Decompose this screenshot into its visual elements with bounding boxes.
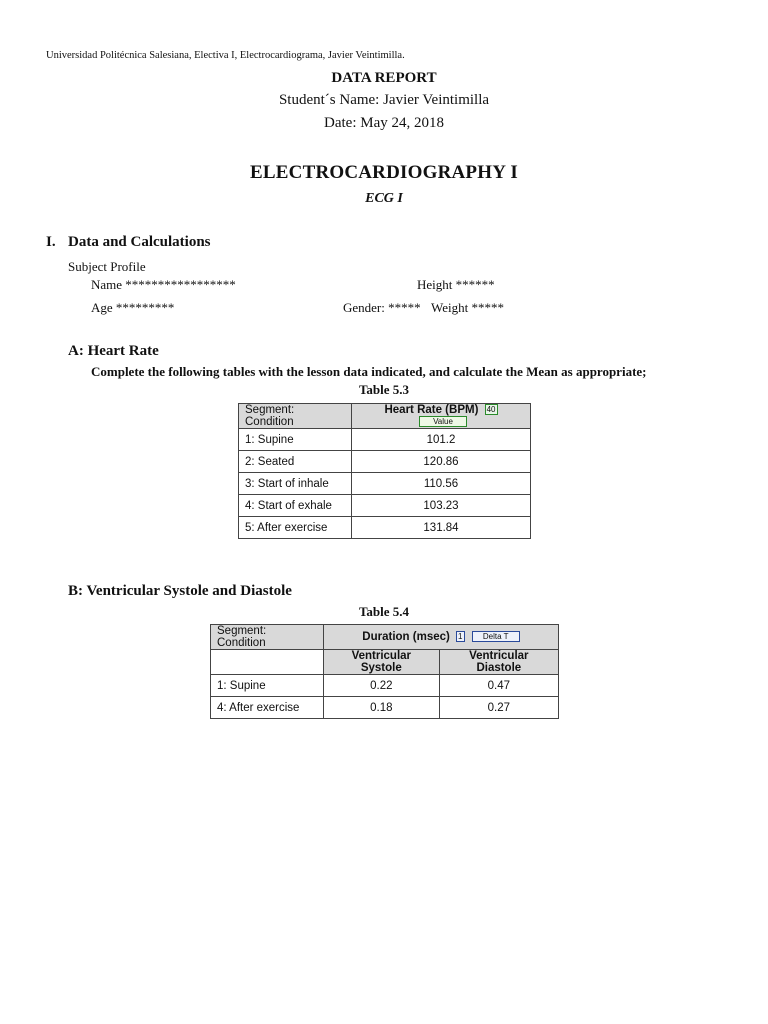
table-header-heart-rate — [352, 404, 531, 429]
row-label: 2: Seated — [239, 451, 352, 473]
report-date: Date: May 24, 2018 — [324, 115, 444, 131]
row-diastole: 0.27 — [439, 697, 558, 719]
report-title: DATA REPORT — [331, 70, 437, 86]
row-label: 4: Start of exhale — [239, 495, 352, 517]
table-row — [239, 473, 531, 495]
row-label: 5: After exercise — [239, 517, 352, 539]
row-value: 131.84 — [352, 517, 531, 539]
section-a-heading: A: Heart Rate — [68, 343, 159, 359]
row-label: 3: Start of inhale — [239, 473, 352, 495]
main-title: ELECTROCARDIOGRAPHY I — [250, 162, 518, 183]
channel-box[interactable]: 1 — [458, 632, 463, 642]
row-value: 103.23 — [352, 495, 531, 517]
row-value: 110.56 — [352, 473, 531, 495]
row-systole: 0.18 — [324, 697, 440, 719]
section-number: I. — [46, 234, 56, 250]
row-label: 1: Supine — [211, 675, 324, 697]
channel-box[interactable]: 40 — [486, 405, 496, 415]
table-row — [239, 451, 531, 473]
table-header-segment: Segment: Condition — [211, 625, 324, 650]
row-diastole: 0.47 — [439, 675, 558, 697]
row-value: 120.86 — [352, 451, 531, 473]
subject-height: Height ****** — [417, 277, 495, 292]
table-header-diastole: Ventricular Diastole — [439, 650, 558, 675]
subject-name: Name ***************** — [91, 277, 236, 292]
duration-table — [210, 624, 559, 719]
row-value: 101.2 — [352, 429, 531, 451]
subject-gender: Gender: ***** — [343, 300, 421, 315]
row-systole: 0.22 — [324, 675, 440, 697]
table-header-duration — [324, 625, 559, 650]
subtitle: ECG I — [365, 191, 403, 206]
table-header-blank — [211, 650, 324, 675]
heart-rate-table — [238, 403, 531, 539]
duration-header-label: Duration (msec) — [362, 631, 450, 643]
section-b-heading: B: Ventricular Systole and Diastole — [68, 583, 292, 599]
measurement-box[interactable]: Value — [419, 416, 467, 427]
student-name: Student´s Name: Javier Veintimilla — [278, 92, 490, 108]
row-label: 4: After exercise — [211, 697, 324, 719]
table-row — [239, 495, 531, 517]
subject-profile-label: Subject Profile — [68, 259, 146, 274]
table-row — [239, 429, 531, 451]
section-heading: Data and Calculations — [68, 234, 211, 250]
table-row — [211, 697, 559, 719]
subject-weight: Weight ***** — [431, 300, 504, 315]
table-5-3-caption: Table 5.3 — [358, 382, 410, 397]
measurement-box[interactable]: Delta T — [472, 631, 520, 642]
document-header: Universidad Politécnica Salesiana, Electiva I, Electrocardiograma, Javier Veintimilla. — [46, 50, 405, 61]
table-row — [211, 675, 559, 697]
heart-rate-header-label: Heart Rate (BPM) — [384, 404, 479, 416]
table-header-segment: Segment: Condition — [239, 404, 352, 429]
table-5-4-caption: Table 5.4 — [358, 604, 410, 619]
table-row — [239, 517, 531, 539]
section-a-instruction: Complete the following tables with the lesson data indicated, and calculate the Mean as appropriate; — [91, 364, 647, 379]
row-label: 1: Supine — [239, 429, 352, 451]
table-header-systole: Ventricular Systole — [324, 650, 440, 675]
subject-age: Age ********* — [91, 300, 175, 315]
